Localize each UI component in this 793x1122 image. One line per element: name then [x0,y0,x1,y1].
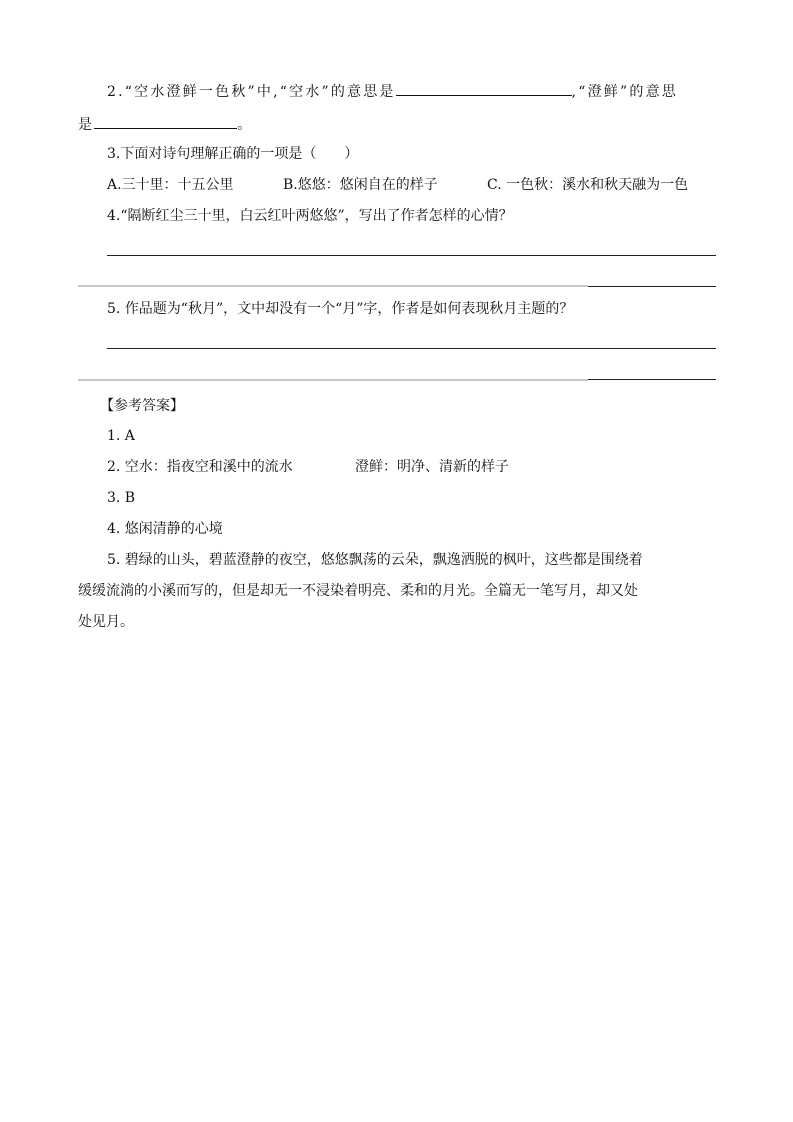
answer-blank-kongshui [396,81,572,96]
answer-2-chengxian: 澄鲜：明净、清新的样子 [355,459,509,475]
divider-line [78,379,588,381]
answer-5-line-2: 缓缓流淌的小溪而写的，但是却无一不浸染着明亮、柔和的月光。全篇无一笔写月，却又处 [78,583,638,599]
question-3-stem: 3.下面对诗句理解正确的一项是（ ） [107,146,359,162]
question-3-option-a: A.三十里：十五公里 [107,177,234,193]
question-2-line-1 [107,81,678,102]
answer-line [107,255,716,256]
divider-line [78,285,588,287]
question-4-stem: 4.“隔断红尘三十里，白云红叶两悠悠”，写出了作者怎样的心情？ [107,208,513,224]
question-5-stem: 5. 作品题为“秋月”，文中却没有一个“月”字，作者是如何表现秋月主题的？ [107,301,574,317]
answer-3: 3. B [107,490,136,506]
answer-line [588,286,716,287]
answer-line [107,348,716,349]
answer-4: 4. 悠闲清静的心境 [107,521,223,537]
answer-5-line-3: 处见月。 [78,614,134,630]
answer-5-line-1: 5. 碧绿的山头，碧蓝澄静的夜空，悠悠飘荡的云朵，飘逸洒脱的枫叶，这些都是围绕着 [107,552,643,568]
question-2-text-a: 2.“空水澄鲜一色秋”中,“空水”的意思是 [107,84,396,100]
question-3-option-b: B.悠悠：悠闲自在的样子 [283,177,438,193]
question-2-text-b: ,“澄鲜”的意思 [571,84,679,100]
answer-line [588,379,716,380]
question-3-option-c: C. 一色秋：溪水和秋天融为一色 [487,177,689,193]
question-2-line-2 [78,114,253,135]
answer-2-kongshui: 2. 空水：指夜空和溪中的流水 [107,459,293,475]
question-2-text-c: 是 [78,117,95,133]
answer-1: 1. A [107,428,135,444]
answers-heading: 【参考答案】 [100,398,184,414]
question-2-text-d: 。 [237,117,254,133]
answer-blank-chengxian [94,114,237,129]
